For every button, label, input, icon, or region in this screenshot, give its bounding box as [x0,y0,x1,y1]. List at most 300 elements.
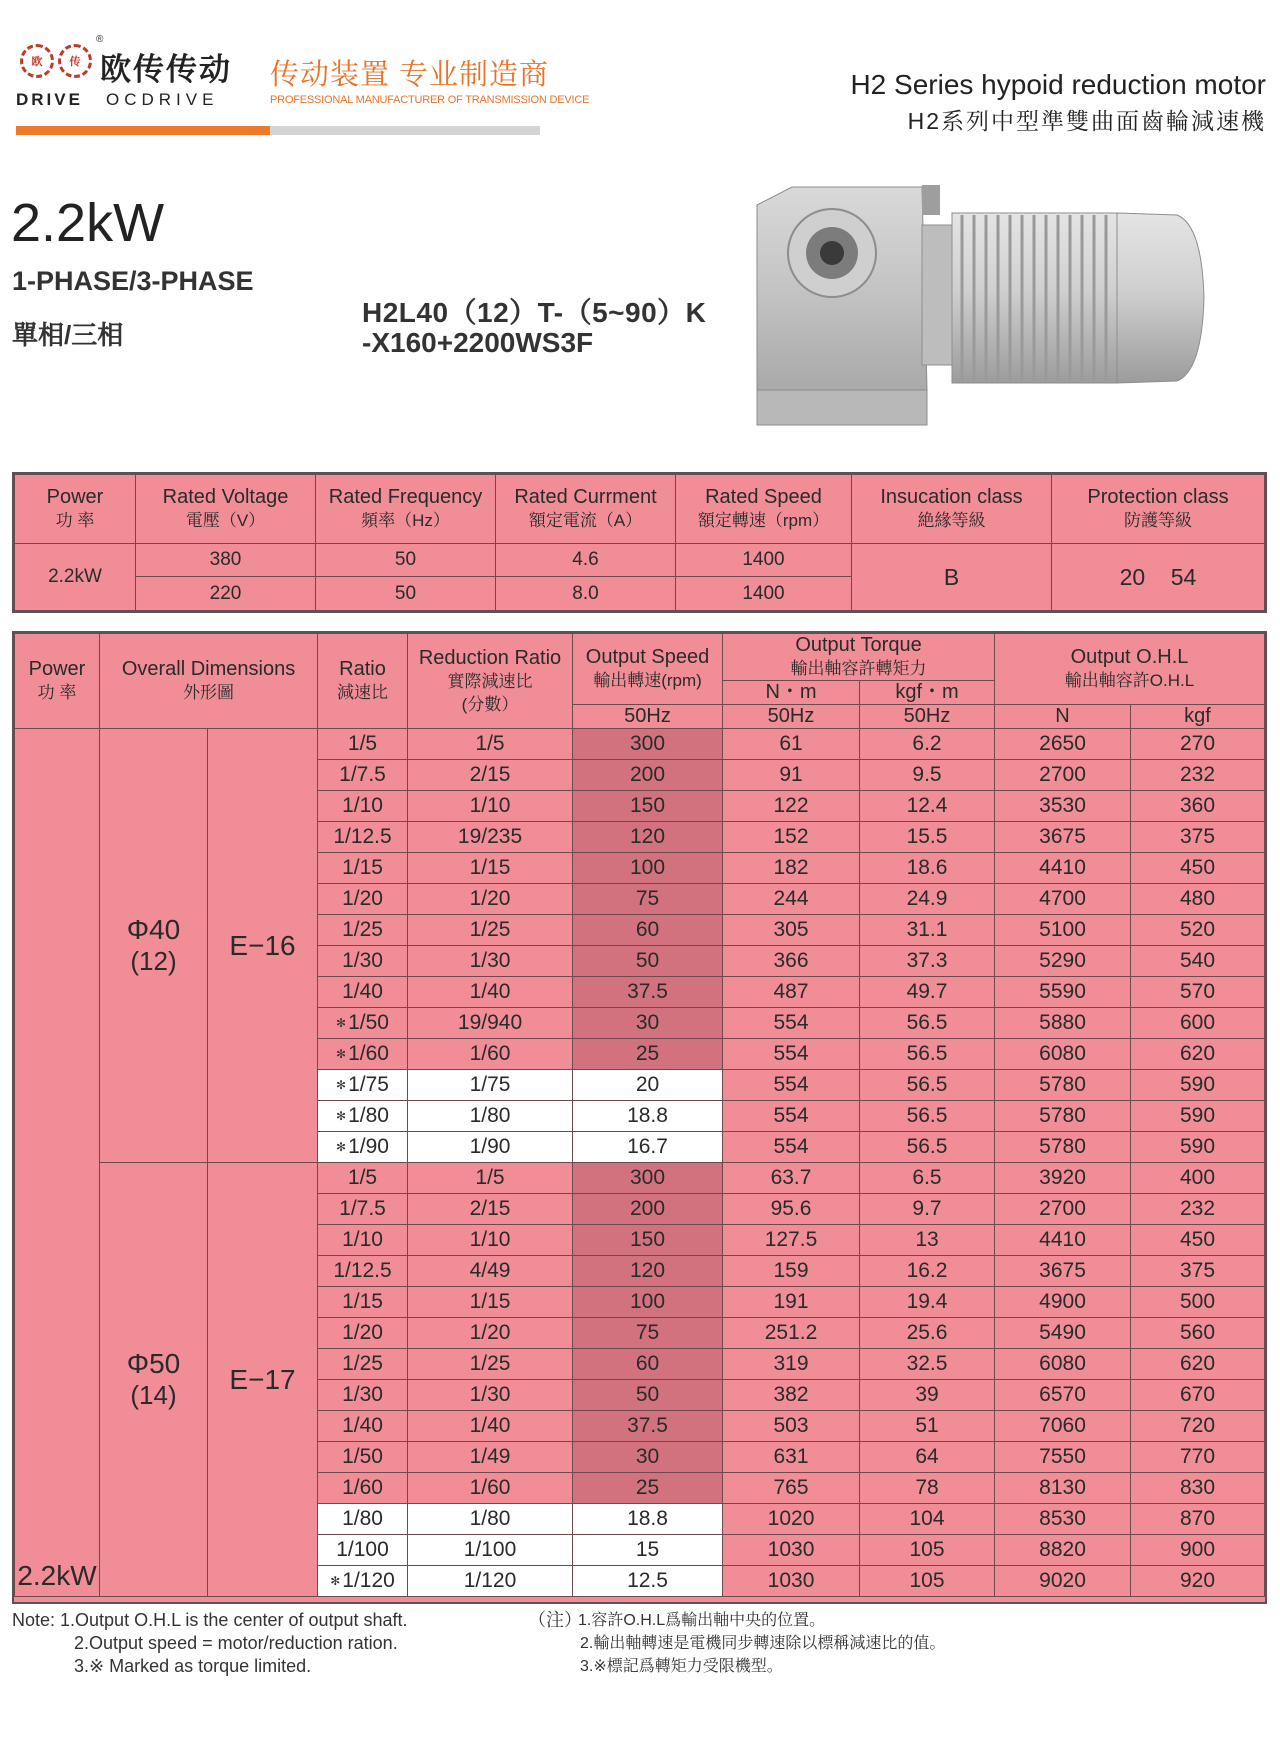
torque-kgfm-cell: 6.5 [860,1163,995,1194]
rated-specs-table [12,472,1267,613]
ohl-kgf-cell: 590 [1131,1132,1265,1163]
ratio-value: 1/60 [342,1476,383,1499]
torque-kgfm-cell: 32.5 [860,1349,995,1380]
torque-nm-cell: 122 [723,791,860,822]
gear-motor-illustration [752,185,1212,430]
output-speed-cell: 37.5 [573,1411,723,1442]
output-speed-cell: 300 [573,729,723,760]
speed-cell: 1400 [676,577,852,611]
ohl-n-cell: 5290 [995,946,1131,977]
reduction-ratio-cell: 1/40 [408,977,573,1008]
torque-nm-cell: 305 [723,915,860,946]
reduction-ratio-cell: 1/25 [408,1349,573,1380]
torque-kgfm-cell: 6.2 [860,729,995,760]
model-code-line2: -X160+2200WS3F [362,327,594,358]
output-speed-cell: 120 [573,822,723,853]
ohl-kgf-cell: 600 [1131,1008,1265,1039]
ohl-n-cell: 5780 [995,1132,1131,1163]
ohl-n-cell: 7550 [995,1442,1131,1473]
header-output-torque: Output Torque 輸出軸容許轉矩力 [723,634,995,681]
torque-nm-cell: 127.5 [723,1225,860,1256]
voltage-cell: 380 [136,544,316,577]
torque-nm-cell: 1030 [723,1566,860,1597]
ohl-n-cell: 6080 [995,1349,1131,1380]
power-cell: 2.2kW [15,729,100,1597]
ohl-n-cell: 6570 [995,1380,1131,1411]
torque-kgfm-cell: 56.5 [860,1070,995,1101]
reduction-ratio-cell: 19/235 [408,822,573,853]
torque-kgfm-cell: 18.6 [860,853,995,884]
ratio-value: 1/30 [342,1383,383,1406]
header-dimensions: Overall Dimensions 外形圖 [100,634,318,729]
torque-nm-cell: 244 [723,884,860,915]
gear-icon: 欧 [20,44,54,78]
ohl-n-cell: 4900 [995,1287,1131,1318]
ohl-n-cell: 2700 [995,1194,1131,1225]
ohl-kgf-cell: 360 [1131,791,1265,822]
table-row [15,1163,1265,1194]
torque-kgfm-cell: 104 [860,1504,995,1535]
torque-kgfm-cell: 51 [860,1411,995,1442]
ohl-kgf-cell: 770 [1131,1442,1265,1473]
torque-limited-marker: ✻ [336,1109,347,1124]
ratio-cell [318,1194,408,1225]
ratio-cell [318,729,408,760]
ohl-kgf-cell: 450 [1131,853,1265,884]
output-speed-cell: 75 [573,1318,723,1349]
reduction-ratio-cell: 1/30 [408,1380,573,1411]
ohl-n-cell: 5780 [995,1101,1131,1132]
ratio-cell [318,1411,408,1442]
drawing-code: E−17 [208,1163,318,1597]
output-speed-cell: 30 [573,1442,723,1473]
torque-limited-marker: ✻ [336,1078,347,1093]
slogan-english: PROFESSIONAL MANUFACTURER OF TRANSMISSION DEVICE [270,94,590,106]
ratio-cell [318,884,408,915]
reduction-ratio-cell: 1/80 [408,1101,573,1132]
output-speed-cell: 25 [573,1039,723,1070]
torque-nm-cell: 182 [723,853,860,884]
header-insulation: Insucation class 絶緣等級 [852,475,1052,544]
power-title: 2.2kW [11,193,165,253]
ratio-value: 1/10 [342,1228,383,1251]
note-cn-prefix: （注） [528,1610,582,1630]
reduction-ratio-cell: 1/60 [408,1039,573,1070]
torque-kgfm-cell: 56.5 [860,1008,995,1039]
current-cell: 4.6 [496,544,676,577]
reduction-ratio-cell: 1/15 [408,853,573,884]
phase-chinese: 單相/三相 [12,320,124,350]
output-speed-cell: 300 [573,1163,723,1194]
torque-limited-marker: ✻ [330,1574,341,1589]
ratio-cell [318,1566,408,1597]
ratio-value: 1/20 [342,887,383,910]
ratio-cell [318,1225,408,1256]
header-power: Power 功 率 [15,634,100,729]
output-speed-cell: 50 [573,1380,723,1411]
ohl-n-cell: 7060 [995,1411,1131,1442]
header-reduction-ratio: Reduction Ratio 實際減速比 (分數） [408,634,573,729]
ohl-kgf-cell: 560 [1131,1318,1265,1349]
torque-nm-cell: 366 [723,946,860,977]
header-n: N [995,705,1131,729]
torque-nm-cell: 152 [723,822,860,853]
ratio-value: 1/60 [348,1042,389,1065]
ohl-kgf-cell: 870 [1131,1504,1265,1535]
reduction-ratio-cell: 2/15 [408,1194,573,1225]
drawing-code: E−16 [208,729,318,1163]
torque-nm-cell: 191 [723,1287,860,1318]
ratio-cell [318,1442,408,1473]
note-en-3: 3.※ Marked as torque limited. [74,1656,312,1676]
output-speed-cell: 16.7 [573,1132,723,1163]
ratio-value: 1/15 [342,1290,383,1313]
output-speed-cell: 12.5 [573,1566,723,1597]
torque-kgfm-cell: 15.5 [860,822,995,853]
output-speed-cell: 100 [573,1287,723,1318]
ohl-kgf-cell: 620 [1131,1039,1265,1070]
ratio-value: 1/80 [342,1507,383,1530]
shaft-diameter: Φ50 [126,1348,181,1379]
torque-kgfm-cell: 25.6 [860,1318,995,1349]
ohl-kgf-cell: 620 [1131,1349,1265,1380]
reduction-ratio-cell: 1/25 [408,915,573,946]
ratio-cell [318,1318,408,1349]
header-frequency: Rated Frequency 頻率（Hz） [316,475,496,544]
torque-kgfm-cell: 13 [860,1225,995,1256]
ohl-kgf-cell: 500 [1131,1287,1265,1318]
ratio-cell [318,1287,408,1318]
speed-cell: 1400 [676,544,852,577]
torque-nm-cell: 631 [723,1442,860,1473]
ratio-value: 1/12.5 [333,1259,392,1282]
dimension-cell [100,1163,208,1597]
reduction-ratio-cell: 1/20 [408,1318,573,1349]
ohl-kgf-cell: 375 [1131,822,1265,853]
model-code-line1: H2L40（12）T-（5~90）K [362,297,707,328]
ohl-kgf-cell: 590 [1131,1101,1265,1132]
ohl-kgf-cell: 450 [1131,1225,1265,1256]
ratio-value: 1/12.5 [333,825,392,848]
ratio-cell [318,1535,408,1566]
note-cn-3: 3.※標記爲轉矩力受限機型。 [580,1658,783,1675]
torque-kgfm-cell: 49.7 [860,977,995,1008]
header-kgfm-50hz: 50Hz [860,705,995,729]
torque-kgfm-cell: 24.9 [860,884,995,915]
torque-nm-cell: 95.6 [723,1194,860,1225]
ratio-value: 1/20 [342,1321,383,1344]
ohl-kgf-cell: 232 [1131,760,1265,791]
header-output-ohl: Output O.H.L 輸出軸容許O.H.L [995,634,1265,705]
ohl-n-cell: 6080 [995,1039,1131,1070]
ohl-kgf-cell: 670 [1131,1380,1265,1411]
torque-kgfm-cell: 31.1 [860,915,995,946]
torque-nm-cell: 554 [723,1101,860,1132]
header-power: Power 功 率 [15,475,136,544]
torque-kgfm-cell: 105 [860,1566,995,1597]
header-rule-orange [16,126,270,135]
output-speed-cell: 200 [573,760,723,791]
ratio-cell [318,791,408,822]
torque-kgfm-cell: 105 [860,1535,995,1566]
ratio-cell [318,1380,408,1411]
dimension-cell [100,729,208,1163]
ohl-n-cell: 2650 [995,729,1131,760]
torque-nm-cell: 91 [723,760,860,791]
output-speed-cell: 150 [573,791,723,822]
torque-nm-cell: 61 [723,729,860,760]
output-speed-cell: 15 [573,1535,723,1566]
reduction-ratio-cell: 1/30 [408,946,573,977]
ohl-kgf-cell: 520 [1131,915,1265,946]
ratio-cell [318,760,408,791]
ohl-n-cell: 3920 [995,1163,1131,1194]
ohl-n-cell: 5100 [995,915,1131,946]
ratio-value: 1/120 [342,1569,395,1592]
output-speed-cell: 60 [573,915,723,946]
output-speed-cell: 200 [573,1194,723,1225]
ohl-n-cell: 3675 [995,822,1131,853]
output-speed-cell: 18.8 [573,1101,723,1132]
output-speed-cell: 18.8 [573,1504,723,1535]
ohl-n-cell: 4410 [995,1225,1131,1256]
ohl-n-cell: 8530 [995,1504,1131,1535]
ratio-value: 1/50 [348,1011,389,1034]
ohl-n-cell: 4700 [995,884,1131,915]
header-voltage: Rated Voltage 電壓（V） [136,475,316,544]
logo-chinese-name: 欧传传动 [100,52,232,87]
header-speed-50hz: 50Hz [573,705,723,729]
torque-kgfm-cell: 56.5 [860,1132,995,1163]
ohl-n-cell: 9020 [995,1566,1131,1597]
reduction-ratio-cell: 1/120 [408,1566,573,1597]
ratio-cell [318,1008,408,1039]
torque-nm-cell: 1030 [723,1535,860,1566]
reduction-ratio-cell: 1/5 [408,729,573,760]
ratio-cell [318,1132,408,1163]
output-speed-cell: 60 [573,1349,723,1380]
ratio-value: 1/40 [342,980,383,1003]
output-speed-cell: 120 [573,1256,723,1287]
ratio-value: 1/25 [342,1352,383,1375]
torque-nm-cell: 554 [723,1070,860,1101]
ratio-cell [318,1039,408,1070]
torque-nm-cell: 382 [723,1380,860,1411]
series-title-chinese: H2系列中型準雙曲面齒輪減速機 [907,108,1266,134]
series-title-english: H2 Series hypoid reduction motor [850,69,1266,100]
torque-limited-marker: ✻ [336,1140,347,1155]
header-current: Rated Currment 額定電流（A） [496,475,676,544]
ohl-n-cell: 3530 [995,791,1131,822]
output-speed-cell: 37.5 [573,977,723,1008]
shaft-diameter: Φ40 [126,914,181,945]
slogan-chinese: 传动装置 专业制造商 [270,59,550,91]
output-speed-cell: 30 [573,1008,723,1039]
ohl-n-cell: 5880 [995,1008,1131,1039]
torque-nm-cell: 251.2 [723,1318,860,1349]
ratio-cell [318,1504,408,1535]
torque-kgfm-cell: 37.3 [860,946,995,977]
reduction-ratio-cell: 1/10 [408,791,573,822]
torque-kgfm-cell: 56.5 [860,1039,995,1070]
torque-nm-cell: 319 [723,1349,860,1380]
torque-kgfm-cell: 9.5 [860,760,995,791]
reduction-ratio-cell: 1/90 [408,1132,573,1163]
ratio-value: 1/40 [342,1414,383,1437]
header-speed: Rated Speed 額定轉速（rpm） [676,475,852,544]
frequency-cell: 50 [316,577,496,611]
ratio-value: 1/5 [347,732,378,755]
torque-limited-marker: ✻ [336,1047,347,1062]
ratio-value: 1/90 [348,1135,389,1158]
ohl-kgf-cell: 400 [1131,1163,1265,1194]
torque-kgfm-cell: 78 [860,1473,995,1504]
ratio-value: 1/7.5 [339,1197,386,1220]
ratio-cell [318,1256,408,1287]
torque-nm-cell: 765 [723,1473,860,1504]
ohl-n-cell: 3675 [995,1256,1131,1287]
note-cn-2: 2.輸出軸轉速是電機同步轉速除以標稱減速比的值。 [580,1635,946,1652]
torque-kgfm-cell: 19.4 [860,1287,995,1318]
ohl-kgf-cell: 720 [1131,1411,1265,1442]
note-en-1: Note: 1.Output O.H.L is the center of output shaft. [12,1610,408,1630]
reduction-ratio-cell: 1/75 [408,1070,573,1101]
ratio-cell [318,1163,408,1194]
ratio-cell [318,977,408,1008]
torque-nm-cell: 554 [723,1008,860,1039]
note-en-2: 2.Output speed = motor/reduction ration. [74,1633,398,1653]
ratio-cell [318,946,408,977]
reduction-ratio-cell: 1/40 [408,1411,573,1442]
torque-limited-marker: ✻ [336,1016,347,1031]
header-kgfm: kgf・m [860,681,995,705]
reduction-ratio-cell: 1/100 [408,1535,573,1566]
note-cn-1: 1.容許O.H.L爲輸出軸中央的位置。 [578,1612,826,1629]
torque-kgfm-cell: 9.7 [860,1194,995,1225]
reduction-ratio-cell: 1/5 [408,1163,573,1194]
ratio-cell [318,1101,408,1132]
header-kgf: kgf [1131,705,1265,729]
ohl-n-cell: 5490 [995,1318,1131,1349]
ohl-kgf-cell: 590 [1131,1070,1265,1101]
header-output-speed: Output Speed 輸出轉速(rpm) [573,634,723,705]
logo-english-name: OCDRIVE [106,90,219,109]
reduction-ratio-cell: 1/60 [408,1473,573,1504]
output-speed-cell: 25 [573,1473,723,1504]
torque-nm-cell: 554 [723,1039,860,1070]
ratio-value: 1/80 [348,1104,389,1127]
ratio-value: 1/10 [342,794,383,817]
insulation-class: B [852,544,1052,611]
ohl-kgf-cell: 270 [1131,729,1265,760]
ratio-cell [318,822,408,853]
ohl-n-cell: 5590 [995,977,1131,1008]
ratio-value: 1/50 [342,1445,383,1468]
reduction-ratio-cell: 19/940 [408,1008,573,1039]
output-speed-cell: 50 [573,946,723,977]
reduction-ratio-cell: 1/15 [408,1287,573,1318]
ratio-value: 1/25 [342,918,383,941]
ohl-kgf-cell: 375 [1131,1256,1265,1287]
company-logo [14,34,274,118]
reduction-ratio-cell: 1/49 [408,1442,573,1473]
shaft-diameter-sub: (12) [130,946,177,976]
ratio-cell [318,915,408,946]
torque-nm-cell: 503 [723,1411,860,1442]
ratio-cell [318,853,408,884]
ratio-value: 1/5 [347,1166,378,1189]
ratio-value: 1/15 [342,856,383,879]
ratio-cell [318,1349,408,1380]
current-cell: 8.0 [496,577,676,611]
ohl-kgf-cell: 232 [1131,1194,1265,1225]
ohl-n-cell: 5780 [995,1070,1131,1101]
reduction-ratio-cell: 1/10 [408,1225,573,1256]
ohl-kgf-cell: 570 [1131,977,1265,1008]
ratio-value: 1/30 [342,949,383,972]
torque-kgfm-cell: 12.4 [860,791,995,822]
output-speed-cell: 100 [573,853,723,884]
output-speed-cell: 75 [573,884,723,915]
ohl-n-cell: 8130 [995,1473,1131,1504]
reduction-ratio-cell: 1/20 [408,884,573,915]
reduction-ratio-cell: 4/49 [408,1256,573,1287]
ohl-kgf-cell: 830 [1131,1473,1265,1504]
ohl-n-cell: 8820 [995,1535,1131,1566]
torque-nm-cell: 159 [723,1256,860,1287]
ratio-value: 1/100 [336,1538,389,1561]
torque-kgfm-cell: 56.5 [860,1101,995,1132]
frequency-cell: 50 [316,544,496,577]
phase-english: 1-PHASE/3-PHASE [12,266,254,296]
reduction-ratio-cell: 1/80 [408,1504,573,1535]
output-speed-cell: 150 [573,1225,723,1256]
voltage-cell: 220 [136,577,316,611]
output-specs-table [12,631,1267,1604]
ratio-cell [318,1070,408,1101]
torque-nm-cell: 1020 [723,1504,860,1535]
ohl-kgf-cell: 900 [1131,1535,1265,1566]
rated-power: 2.2kW [15,544,136,611]
header-ratio: Ratio 減速比 [318,634,408,729]
shaft-diameter-sub: (14) [130,1380,177,1410]
torque-kgfm-cell: 39 [860,1380,995,1411]
registered-mark: ® [96,34,104,45]
ohl-kgf-cell: 480 [1131,884,1265,915]
header-nm: N・m [723,681,860,705]
ratio-value: 1/75 [348,1073,389,1096]
torque-nm-cell: 554 [723,1132,860,1163]
logo-english-drive: DRIVE [16,90,83,109]
header-rule-grey [270,126,540,135]
protection-class: 20 54 [1052,544,1265,611]
spec-table-body [15,729,1265,1597]
ohl-kgf-cell: 540 [1131,946,1265,977]
torque-kgfm-cell: 16.2 [860,1256,995,1287]
torque-kgfm-cell: 64 [860,1442,995,1473]
reduction-ratio-cell: 2/15 [408,760,573,791]
table-row [15,729,1265,760]
torque-nm-cell: 487 [723,977,860,1008]
gear-icon: 传 [58,44,92,78]
ohl-kgf-cell: 920 [1131,1566,1265,1597]
ratio-value: 1/7.5 [339,763,386,786]
torque-nm-cell: 63.7 [723,1163,860,1194]
ohl-n-cell: 4410 [995,853,1131,884]
ratio-cell [318,1473,408,1504]
output-speed-cell: 20 [573,1070,723,1101]
header-protection: Protection class 防護等級 [1052,475,1265,544]
